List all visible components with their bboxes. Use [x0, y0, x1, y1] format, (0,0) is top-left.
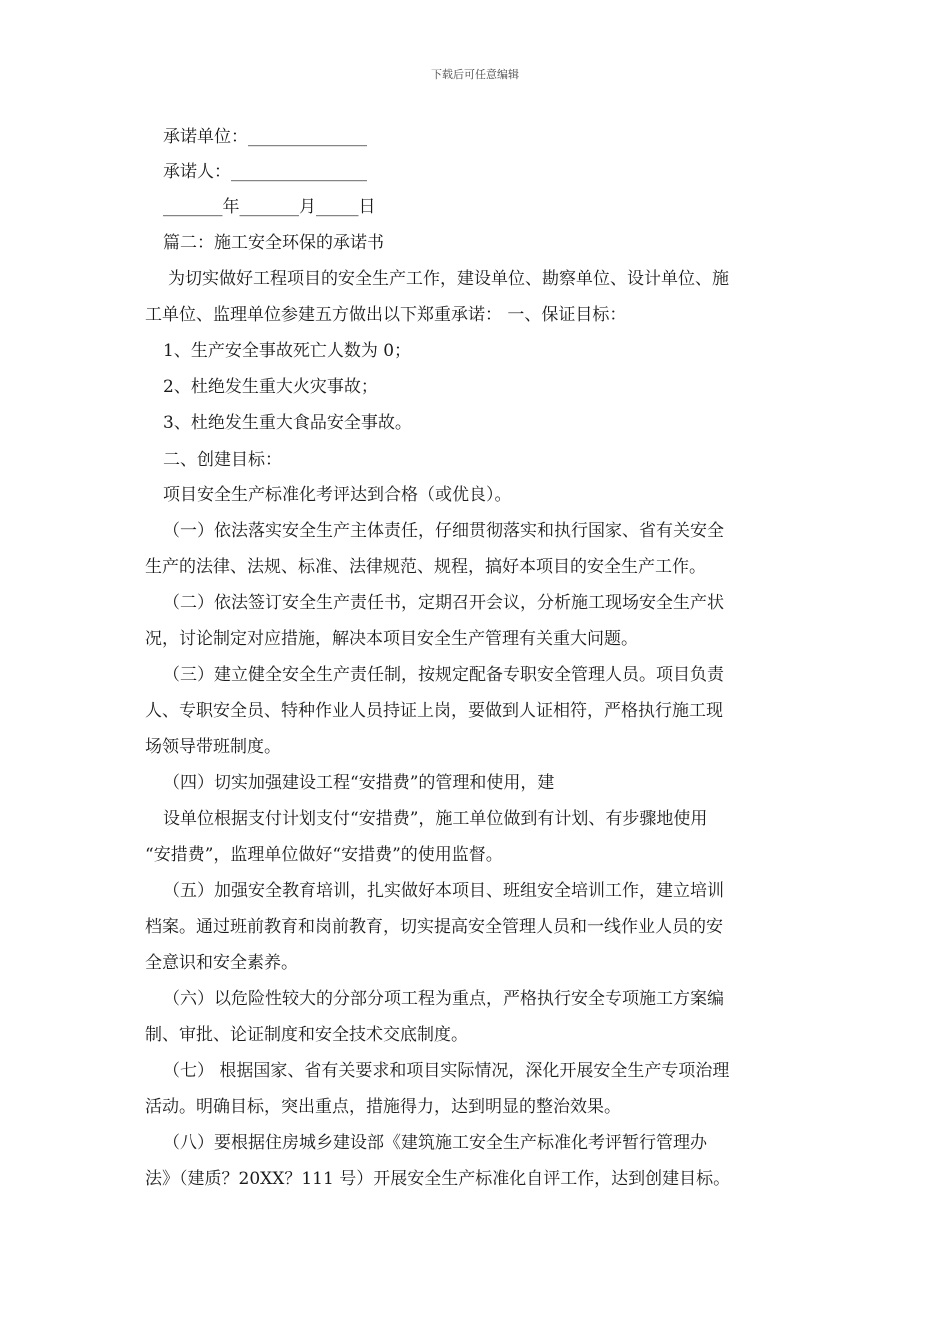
page-header: 下载后可任意编辑 — [431, 68, 519, 81]
section-title: 篇二：施工安全环保的承诺书 — [163, 233, 384, 253]
list-item: 3、杜绝发生重大食品安全事故。 — [163, 413, 412, 433]
paragraph-line: 活动。明确目标，突出重点，措施得力，达到明显的整治效果。 — [145, 1097, 621, 1117]
paragraph-line: （八）要根据住房城乡建设部《建筑施工安全生产标准化考评暂行管理办 — [163, 1133, 707, 1153]
paragraph-line: 人、专职安全员、特种作业人员持证上岗，要做到人证相符，严格执行施工现 — [145, 701, 723, 721]
paragraph-line: 场领导带班制度。 — [145, 737, 281, 757]
paragraph-line: （四）切实加强建设工程“安措费”的管理和使用，建 — [163, 773, 555, 793]
paragraph-line: 为切实做好工程项目的安全生产工作，建设单位、勘察单位、设计单位、施 — [168, 269, 729, 289]
paragraph-line: 法》（建质？20XX？111 号）开展安全生产标准化自评工作，达到创建目标。 — [145, 1169, 731, 1189]
subheading: 二、创建目标： — [163, 450, 282, 470]
paragraph-line: 工单位、监理单位参建五方做出以下郑重承诺： 一、保证目标： — [145, 305, 627, 325]
paragraph-line: （二）依法签订安全生产责任书，定期召开会议，分析施工现场安全生产状 — [163, 593, 724, 613]
paragraph-line: （六）以危险性较大的分部分项工程为重点，严格执行安全专项施工方案编 — [163, 989, 724, 1009]
pledge-unit-line: 承诺单位：______________ — [163, 127, 367, 147]
paragraph-line: （三）建立健全安全生产责任制，按规定配备专职安全管理人员。项目负责 — [163, 665, 724, 685]
paragraph-line: 档案。通过班前教育和岗前教育，切实提高安全管理人员和一线作业人员的安 — [145, 917, 723, 937]
date-line: _______年_______月_____日 — [163, 197, 376, 217]
pledger-line: 承诺人：________________ — [163, 162, 367, 182]
paragraph-line: 项目安全生产标准化考评达到合格（或优良）。 — [163, 485, 512, 505]
paragraph-line: （五）加强安全教育培训，扎实做好本项目、班组安全培训工作，建立培训 — [163, 881, 724, 901]
paragraph-line: 生产的法律、法规、标准、法律规范、规程，搞好本项目的安全生产工作。 — [145, 557, 706, 577]
paragraph-line: （一）依法落实安全生产主体责任，仔细贯彻落实和执行国家、省有关安全 — [163, 521, 724, 541]
paragraph-line: （七） 根据国家、省有关要求和项目实际情况，深化开展安全生产专项治理 — [163, 1061, 730, 1081]
paragraph-line: 全意识和安全素养。 — [145, 953, 298, 973]
list-item: 2、杜绝发生重大火灾事故； — [163, 377, 378, 397]
paragraph-line: “安措费”，监理单位做好“安措费”的使用监督。 — [145, 845, 503, 865]
paragraph-line: 设单位根据支付计划支付“安措费”，施工单位做到有计划、有步骤地使用 — [163, 809, 708, 829]
paragraph-line: 制、审批、论证制度和安全技术交底制度。 — [145, 1025, 468, 1045]
list-item: 1、生产安全事故死亡人数为 0； — [163, 341, 412, 361]
paragraph-line: 况，讨论制定对应措施，解决本项目安全生产管理有关重大问题。 — [145, 629, 638, 649]
